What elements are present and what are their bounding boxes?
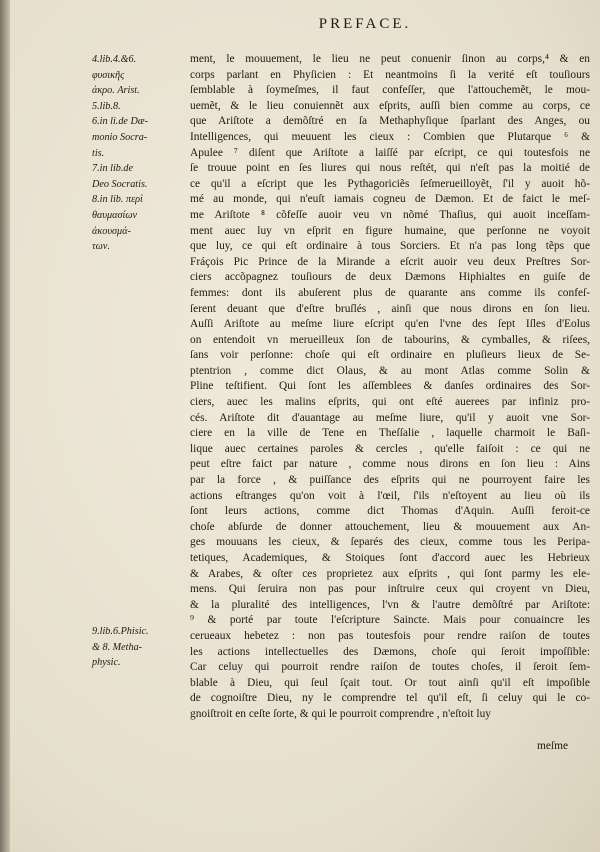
text-line: ges mouuans les cieux, & ſeparés des cieux, comme tous les Peripa-	[190, 536, 590, 549]
catchword: meſme	[537, 740, 568, 752]
margin-note: φυσικῆς	[92, 69, 125, 81]
text-line: tetiques, Academiques, & Stoiques ſont d'accord auec les Hebrieux	[190, 552, 590, 564]
text-line: ſemblable à ſoymeſmes, il faut confeſſer, que l'attouchemẽt, le mou-	[190, 84, 590, 97]
margin-note: των.	[92, 241, 110, 253]
text-line: de cognoiſtre Dieu, ny le comprendre tel qu'il eſt, ſi celuy qui le co-	[190, 692, 590, 705]
running-header: PREFACE.	[318, 16, 412, 32]
margin-note: 8.in lib. περὶ	[92, 194, 143, 206]
margin-note: tis.	[92, 147, 105, 159]
text-line: Auſſi Ariſtote au meſme liure eſcript qu'en l'vne des ſept Iſles d'Eolus	[190, 318, 590, 331]
text-line: gnoiſtroit en ceſte ſorte, & qui le pourroit comprendre , n'eſtoit luy	[190, 707, 491, 720]
text-line: mé au monde, qui n'euſt iamais cogneu de Dæmon. Et de faict le meſ-	[190, 193, 590, 206]
text-line: mens. Qui ſeruira non pas pour inſtruire ceux qui croyent vn Dieu,	[190, 583, 590, 596]
margin-note: monio Socra-	[92, 131, 148, 143]
text-line: cés. Ariſtote dit d'auantage au meſme liure, qu'il y auoit vne Sor-	[190, 411, 590, 424]
margin-notes-top	[92, 52, 188, 255]
text-line: on entendoit vn merueilleux ſon de tabourins, & cymballes, & riſees,	[190, 333, 590, 346]
margin-note: 4.lib.4.&6.	[92, 54, 137, 65]
text-line: choſe abſurde de donner attouchement, lieu & mouuement aux An-	[190, 520, 590, 533]
text-line: & Arabes, & oſter ces proprietez aux eſprits , qui ſont parmy les ele-	[190, 567, 590, 580]
text-line: Apulee ⁷ diſent que Ariſtote a laiſſé par eſcript, ce qui toutesfois ne	[190, 146, 590, 159]
margin-note: 9.lib.6.Phisic.	[92, 626, 149, 637]
text-line: lique auec certaines paroles & cercles , qu'elle faiſoit : ce qui ne	[190, 442, 590, 455]
text-line: uemẽt, & le lieu conuiennẽt aux eſprits, auſſi bien comme au corps, ce	[190, 99, 590, 112]
margin-note: θαυμασίων	[92, 209, 138, 221]
margin-note: & 8. Metha-	[92, 641, 143, 653]
text-line: ſont leurs actions, comme dict Thomas d'Aquin. Auſſi feroit-ce	[190, 505, 590, 518]
text-line: que Ariſtote a demõſtré en ſa Methaphyſique ſparlant des Anges, ou	[190, 115, 590, 128]
text-line: me Ariſtote ⁸ cõfeſſe auoir veu vn nõmé Thaſius, qui auoit inceſſam-	[190, 208, 590, 221]
margin-note: 6.in li.de Dæ-	[92, 116, 149, 128]
text-line: ce qu'il a eſcript que les Pythagoriciẽs ſeſmerueilloyẽt, ſ'il y auoit hõ-	[190, 177, 590, 190]
text-line: ſe trouue point en ſes liures qui nous reſtét, qui n'eſt pas la moitié de	[190, 162, 590, 175]
text-line: femmes: dont ils abuſerent plus de quarante ans comme ils confeſ-	[190, 286, 590, 299]
margin-note: Deo Socratis.	[92, 178, 148, 190]
text-line: Pline teſtifient. Qui ſont les aſſemblees & danſes ordinaires des Sor-	[190, 380, 590, 393]
text-line: ⁹ & porté par toute l'eſcripture Saincte. Mais pour conuaincre les	[190, 614, 590, 627]
text-line: peut eſtre faict par nature , comme nous dirons en ſon lieu : Ains	[190, 458, 590, 471]
main-text-block	[190, 52, 590, 723]
text-line: Car celuy qui pourroit rendre raiſon de toutes choſes, il ſeroit ſem-	[190, 661, 590, 674]
text-line: les actions intellectuelles des Dæmons, choſe qui ſeroit impoſſible:	[190, 645, 590, 658]
text-line: ſerent deuant que d'eſtre bruſlés , ainſi que nous dirons en ſon lieu.	[190, 302, 590, 315]
margin-notes-bottom	[92, 624, 149, 671]
text-line: & la pluralité des intelligences, l'vn & l'autre demõſtré par Ariſtote:	[190, 598, 590, 611]
margin-note: ἀκρο. Arist.	[92, 85, 140, 97]
text-line: que luy, ce qui eſt ordinaire à tous Sorciers. Et n'a pas long tẽps que	[190, 240, 590, 253]
text-line: ſans voir perſonne: choſe qui eſt ordinaire en pluſieurs lieux de Se-	[190, 349, 590, 362]
text-line: ciere en la ville de Tene en Theſſalie , laquelle charmoit le Baſi-	[190, 427, 590, 440]
margin-note: physic.	[92, 657, 121, 669]
text-line: corps parlant en Phyſicien : Et neantmoins ſi la verité eſt touſiours	[190, 68, 590, 81]
text-line: blable à Dieu, qui ſeul ſçait tout. Or tout ainſi qu'il eſt impoſible	[190, 676, 590, 689]
text-line: par la force , & puiſſance des eſprits qui ne pourroyent faire les	[190, 474, 590, 487]
text-line: Fráçois Pic Prince de la Mirande a eſcrit auoir veu deux Preſtres Sor-	[190, 255, 590, 268]
text-line: ment, le mouuement, le lieu ne peut conuenir ſinon au corps,⁴ & en	[190, 53, 590, 65]
text-line: Intelligences, qui meuuent les cieux : Combien que Plutarque ⁶ &	[190, 130, 590, 143]
margin-note: ἀκουσμά-	[92, 225, 131, 237]
margin-note: 7.in lib.de	[92, 163, 134, 175]
text-line: ciers accõpagnez touſiours de deux Dæmons Hiphialtes en guiſe de	[190, 271, 590, 284]
text-line: actions eſtranges qu'on voit à l'œil, ſ'ils n'eſtoyent au lieu où ils	[190, 489, 590, 502]
text-line: ciers, auec les malins eſprits, qui ont eſté auerees par infiniz pro-	[190, 396, 590, 409]
text-line: ptentrion , comme dict Olaus, & au mont Atlas comme Solin &	[190, 364, 590, 377]
margin-note: 5.lib.8.	[92, 100, 121, 112]
text-line: cerueaux hebetez : non pas toutesfois pour rendre raiſon de toutes	[190, 629, 590, 642]
marginal-notes	[92, 52, 188, 669]
page-gutter-shadow	[0, 0, 10, 852]
text-line: ment auec luy vn eſprit en figure humaine, que perſonne ne voyoit	[190, 224, 590, 237]
